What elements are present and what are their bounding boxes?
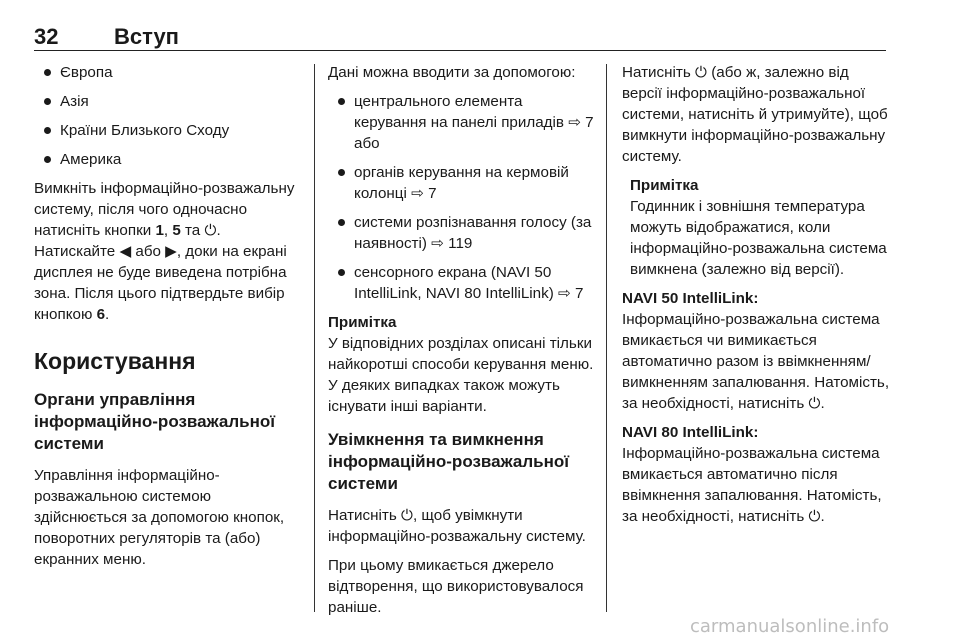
list-item: Америка	[34, 149, 304, 170]
page-ref: 7	[574, 285, 584, 302]
list-item: сенсорного екрана (NAVI 50 IntelliLink, NAVI 80 IntelliLink) ⇨ 7	[328, 262, 598, 304]
paragraph-source: При цьому вмикається джерело відтворення, що використовувалося раніше.	[328, 557, 584, 616]
power-icon: ⏻	[204, 222, 217, 239]
watermark: carmanualsonline.info	[690, 616, 890, 637]
navi80-label: NAVI 80 IntelliLink:	[622, 424, 759, 441]
region-list	[34, 62, 304, 170]
column-divider	[606, 64, 607, 612]
heading-controls: Органи управління інформаційно-розважальної системи	[34, 390, 276, 453]
page-ref: 7	[428, 185, 437, 202]
page-ref: 7 або	[354, 114, 594, 152]
note	[328, 312, 598, 417]
note-text: У відповідних розділах описані тільки найкоротші способи керування меню. У деяких випадках також можуть існувати інші варіанти.	[328, 335, 594, 415]
power-icon: ⏻	[808, 395, 821, 412]
heading-usage: Користування	[34, 348, 196, 374]
paragraph-controls: Управління інформаційно-розважальною системою здійснюється за допомогою кнопок, поворотних регуляторів та (або) екранних меню.	[34, 467, 285, 568]
paragraph-navi80: Інформаційно-розважальна система вмикається автоматично після ввімкнення запалювання. Натомість, за необхідності, натисніть ⏻.	[622, 445, 882, 525]
column-2	[328, 62, 598, 626]
button-ref: 5	[172, 222, 181, 239]
input-methods-list	[328, 91, 598, 304]
list-item: Країни Близького Сходу	[34, 120, 304, 141]
column-1	[34, 62, 304, 578]
note	[630, 175, 892, 280]
reference-arrow-icon: ⇨	[568, 114, 581, 131]
section-title: Вступ	[114, 24, 179, 49]
note-label: Примітка	[328, 314, 397, 331]
heading-power: Увімкнення та вимкнення інформаційно-розважальної системи	[328, 430, 570, 493]
column-3	[622, 62, 892, 535]
list-item: Європа	[34, 62, 304, 83]
reference-arrow-icon: ⇨	[431, 235, 444, 252]
page-header	[34, 22, 886, 51]
paragraph-power-on: Натисніть ⏻, щоб увімкнути інформаційно-розважальну систему.	[328, 507, 586, 545]
list-item: системи розпізнавання голосу (за наявності) ⇨ 119	[328, 212, 598, 254]
column-divider	[314, 64, 315, 612]
note-label: Примітка	[630, 177, 699, 194]
paragraph-input: Дані можна вводити за допомогою:	[328, 64, 576, 81]
list-item: Азія	[34, 91, 304, 112]
page-ref: 119	[448, 235, 473, 252]
power-icon: ⏻	[400, 507, 413, 524]
power-icon: ⏻	[808, 508, 821, 525]
page-number: 32	[34, 24, 59, 49]
paragraph-region-select: Вимкніть інформаційно-розважальну систему, після чого одночасно натисніть кнопки 1, 5 та ⏻. Натискайте ◀ або ▶, доки на екрані дисплея не буде виведена потрібна зона. Після цього підтвердьте вибір кнопкою 6.	[34, 180, 295, 323]
reference-arrow-icon: ⇨	[411, 185, 424, 202]
reference-arrow-icon: ⇨	[558, 285, 571, 302]
power-icon: ⏻	[694, 64, 707, 81]
button-ref: 1	[155, 222, 164, 239]
navi50-label: NAVI 50 IntelliLink:	[622, 290, 759, 307]
paragraph-power-off: Натисніть ⏻ (або ж, залежно від версії інформаційно-розважальної системи, натисніть й утримуйте), щоб вимкнути інформаційно-розважальну систему.	[622, 64, 888, 165]
paragraph-navi50: Інформаційно-розважальна система вмикається чи вимикається автоматично разом із ввімкненням/вимкненням запалювання. Натомість, за необхідності, натисніть ⏻.	[622, 311, 890, 412]
button-ref: 6	[96, 306, 106, 323]
list-item: органів керування на кермовій колонці ⇨ 7	[328, 162, 598, 204]
list-item: центрального елемента керування на панелі приладів ⇨ 7 або	[328, 91, 598, 154]
note-text: Годинник і зовнішня температура можуть відображатися, коли інформаційно-розважальна система вимкнена (залежно від версії).	[630, 198, 887, 278]
